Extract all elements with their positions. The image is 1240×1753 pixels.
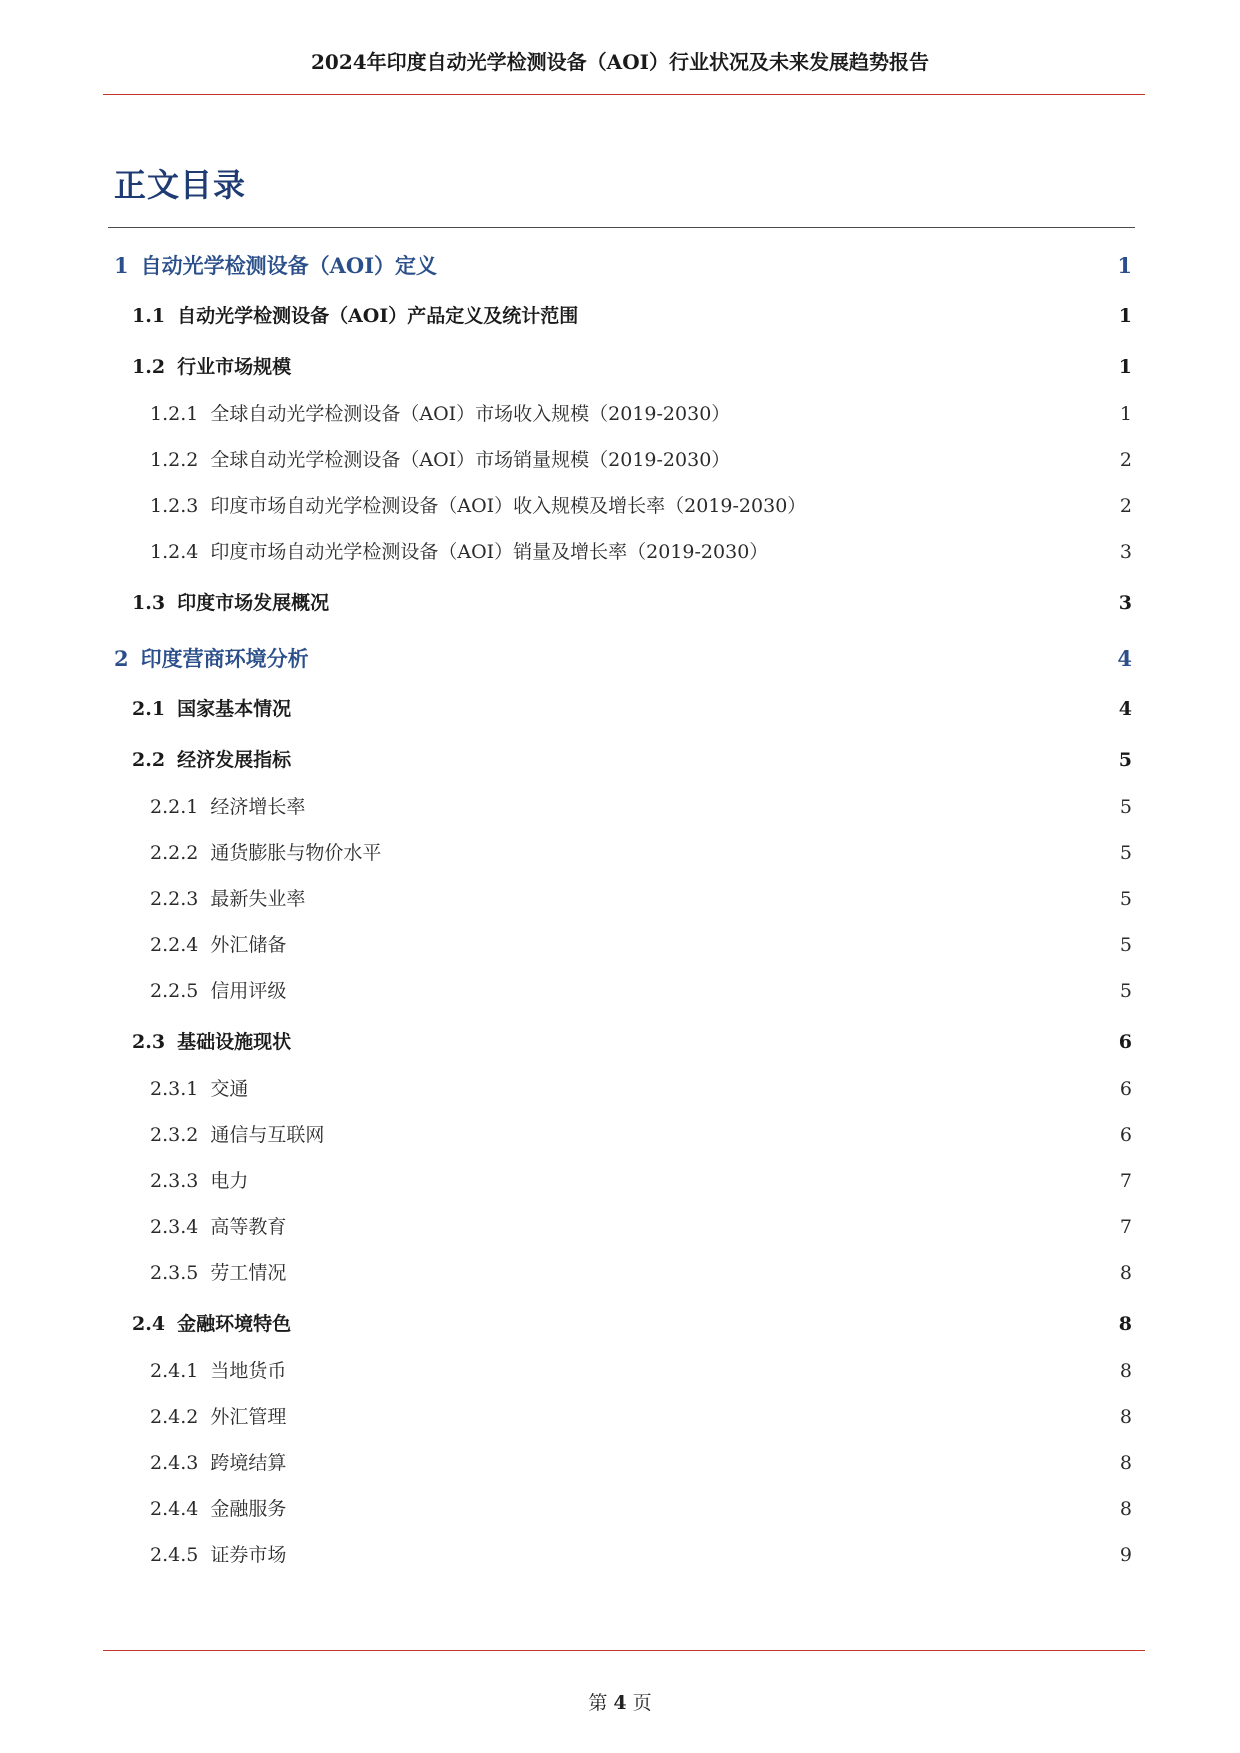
toc-entry-text: 外汇储备 — [210, 934, 287, 956]
toc-entry-text: 自动光学检测设备（AOI）定义 — [140, 253, 438, 278]
page-footer — [0, 1688, 1240, 1715]
toc-entry-2-2[interactable] — [132, 745, 1132, 772]
toc-entry-number: 2.2.3 — [150, 888, 199, 910]
toc-entry-text: 证券市场 — [210, 1544, 287, 1566]
toc-entry-text: 交通 — [210, 1078, 249, 1100]
toc-entry-number: 2.4.2 — [150, 1406, 199, 1428]
toc-entry-text: 全球自动光学检测设备（AOI）市场销量规模（2019-2030） — [210, 449, 731, 471]
toc-entry-page: 5 — [1119, 842, 1132, 864]
toc-entry-1-2-4[interactable] — [150, 537, 1132, 564]
toc-entry-number: 1.1 — [132, 305, 166, 327]
toc-entry-number: 2.2.5 — [150, 980, 199, 1002]
toc-entry-2-4-4[interactable] — [150, 1494, 1132, 1521]
toc-entry-number: 2.2.2 — [150, 842, 199, 864]
toc-entry-text: 经济增长率 — [210, 796, 306, 818]
toc-entry-page: 3 — [1118, 592, 1132, 614]
toc-entry-text: 当地货币 — [210, 1360, 287, 1382]
toc-entry-1[interactable] — [114, 250, 1132, 280]
toc-entry-text: 外汇管理 — [210, 1406, 287, 1428]
toc-entry-text: 金融环境特色 — [177, 1313, 292, 1335]
toc-entry-text: 印度市场自动光学检测设备（AOI）销量及增长率（2019-2030） — [210, 541, 769, 563]
toc-entry-text: 印度营商环境分析 — [140, 646, 309, 671]
toc-entry-2-4[interactable] — [132, 1309, 1132, 1336]
toc-entry-2-2-4[interactable] — [150, 930, 1132, 957]
toc-entry-text: 印度市场发展概况 — [177, 592, 330, 614]
toc-entry-text: 国家基本情况 — [177, 698, 292, 720]
toc-entry-number: 2.4.4 — [150, 1498, 199, 1520]
toc-entry-text: 通货膨胀与物价水平 — [210, 842, 382, 864]
toc-entry-text: 跨境结算 — [210, 1452, 287, 1474]
page-number: 4 — [613, 1692, 627, 1714]
toc-entry-page: 1 — [1118, 356, 1132, 378]
toc-entry-1-1[interactable] — [132, 301, 1132, 328]
toc-entry-text: 高等教育 — [210, 1216, 287, 1238]
toc-entry-number: 2.3.4 — [150, 1216, 199, 1238]
page-header-title: 2024年印度自动光学检测设备（AOI）行业状况及未来发展趋势报告 — [311, 50, 929, 74]
toc-entry-page: 5 — [1119, 888, 1132, 910]
toc-entry-number: 2.4.5 — [150, 1544, 199, 1566]
toc-entry-2-4-3[interactable] — [150, 1448, 1132, 1475]
toc-entry-text: 最新失业率 — [210, 888, 306, 910]
toc-entry-2-1[interactable] — [132, 694, 1132, 721]
toc-entry-text: 基础设施现状 — [177, 1031, 292, 1053]
toc-entry-text: 信用评级 — [210, 980, 287, 1002]
toc-entry-number: 2.4.1 — [150, 1360, 199, 1382]
toc-entry-page: 1 — [1119, 403, 1132, 425]
toc-entry-number: 2.2.1 — [150, 796, 199, 818]
toc-entry-2-4-2[interactable] — [150, 1402, 1132, 1429]
toc-entry-page: 6 — [1119, 1124, 1132, 1146]
toc-entry-number: 2.4 — [132, 1313, 166, 1335]
toc-entry-1-2-3[interactable] — [150, 491, 1132, 518]
toc-entry-page: 8 — [1119, 1360, 1132, 1382]
toc-entry-number: 1.2 — [132, 356, 166, 378]
toc-entry-2-3-1[interactable] — [150, 1074, 1132, 1101]
toc-entry-number: 1.2.4 — [150, 541, 199, 563]
header-divider — [103, 94, 1145, 95]
toc-entry-page: 3 — [1119, 541, 1132, 563]
toc-entry-page: 5 — [1119, 796, 1132, 818]
toc-entry-number: 2 — [114, 646, 129, 671]
toc-entry-text: 自动光学检测设备（AOI）产品定义及统计范围 — [177, 305, 579, 327]
toc-entry-number: 2.1 — [132, 698, 166, 720]
toc-entry-2-2-1[interactable] — [150, 792, 1132, 819]
toc-entry-page: 4 — [1117, 646, 1132, 671]
toc-title-divider — [108, 227, 1135, 228]
toc-entry-2-3-2[interactable] — [150, 1120, 1132, 1147]
toc-entry-number: 1.2.2 — [150, 449, 199, 471]
page-footer-suffix: 页 — [632, 1692, 652, 1714]
toc-entry-2-2-2[interactable] — [150, 838, 1132, 865]
toc-entry-text: 全球自动光学检测设备（AOI）市场收入规模（2019-2030） — [210, 403, 731, 425]
toc-entry-2-3[interactable] — [132, 1027, 1132, 1054]
toc-title: 正文目录 — [114, 166, 247, 204]
toc-entry-page: 5 — [1119, 934, 1132, 956]
toc-entry-page: 2 — [1119, 495, 1132, 517]
toc-entry-text: 行业市场规模 — [177, 356, 292, 378]
toc-entry-page: 4 — [1118, 698, 1132, 720]
toc-entry-2-3-4[interactable] — [150, 1212, 1132, 1239]
toc-entry-2-2-3[interactable] — [150, 884, 1132, 911]
toc-entry-page: 5 — [1118, 749, 1132, 771]
toc-entry-text: 电力 — [210, 1170, 249, 1192]
page-footer-prefix: 第 — [588, 1692, 608, 1714]
toc-entry-number: 1.2.3 — [150, 495, 199, 517]
toc-entry-page: 8 — [1119, 1406, 1132, 1428]
toc-entry-page: 5 — [1119, 980, 1132, 1002]
toc-entry-page: 8 — [1119, 1262, 1132, 1284]
toc-entry-text: 通信与互联网 — [210, 1124, 325, 1146]
toc-entry-number: 2.3.1 — [150, 1078, 199, 1100]
toc-entry-number: 1.3 — [132, 592, 166, 614]
toc-entry-number: 2.2.4 — [150, 934, 199, 956]
toc-entry-page: 8 — [1119, 1452, 1132, 1474]
footer-divider — [103, 1650, 1145, 1651]
toc-entry-number: 2.3.5 — [150, 1262, 199, 1284]
toc-entry-page: 9 — [1119, 1544, 1132, 1566]
toc-entry-number: 2.3.2 — [150, 1124, 199, 1146]
toc-entry-number: 2.2 — [132, 749, 166, 771]
toc-entry-page: 7 — [1119, 1170, 1132, 1192]
toc-entry-2-3-5[interactable] — [150, 1258, 1132, 1285]
toc-entry-2-3-3[interactable] — [150, 1166, 1132, 1193]
toc-entry-page: 8 — [1119, 1498, 1132, 1520]
toc-entry-number: 2.3.3 — [150, 1170, 199, 1192]
toc-entry-number: 1 — [114, 253, 129, 278]
toc-entry-number: 1.2.1 — [150, 403, 199, 425]
toc-entry-2-2-5[interactable] — [150, 976, 1132, 1003]
toc-entry-page: 1 — [1118, 305, 1132, 327]
toc-entry-2-4-5[interactable] — [150, 1540, 1132, 1567]
toc-entry-text: 劳工情况 — [210, 1262, 287, 1284]
toc-entry-text: 经济发展指标 — [177, 749, 292, 771]
toc-entry-1-2-1[interactable] — [150, 399, 1132, 426]
toc-entry-number: 2.4.3 — [150, 1452, 199, 1474]
toc-entry-text: 金融服务 — [210, 1498, 287, 1520]
toc-entry-1-3[interactable] — [132, 588, 1132, 615]
toc-entry-2-4-1[interactable] — [150, 1356, 1132, 1383]
toc-entry-page: 6 — [1118, 1031, 1132, 1053]
toc-entry-number: 2.3 — [132, 1031, 166, 1053]
toc-entry-1-2-2[interactable] — [150, 445, 1132, 472]
toc-entry-page: 1 — [1117, 253, 1132, 278]
toc-entry-page: 6 — [1119, 1078, 1132, 1100]
toc-entry-1-2[interactable] — [132, 352, 1132, 379]
toc-entry-page: 7 — [1119, 1216, 1132, 1238]
toc-entry-page: 8 — [1118, 1313, 1132, 1335]
toc-entry-page: 2 — [1119, 449, 1132, 471]
toc-entry-2[interactable] — [114, 643, 1132, 673]
toc-entry-text: 印度市场自动光学检测设备（AOI）收入规模及增长率（2019-2030） — [210, 495, 807, 517]
